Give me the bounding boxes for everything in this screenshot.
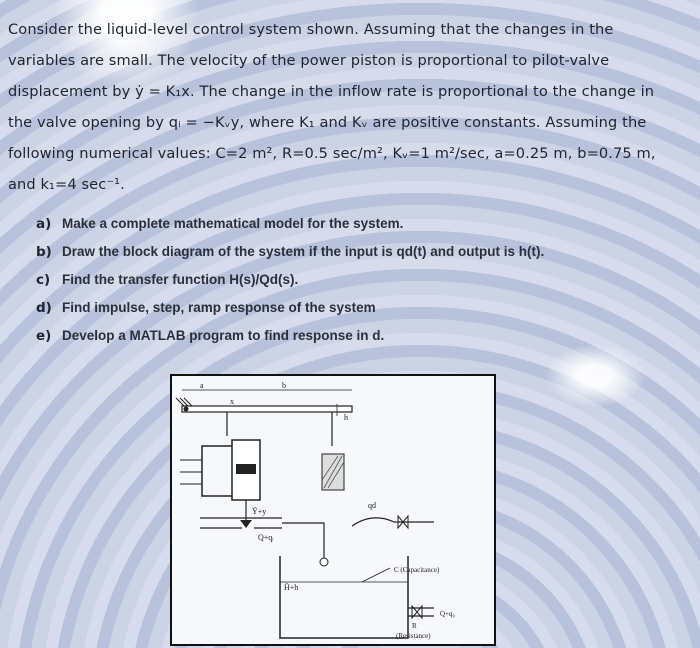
float-ball <box>320 558 328 566</box>
lever-pivot-hatch <box>176 398 192 406</box>
problem-line: Consider the liquid-level control system shown. Assuming that the changes in the <box>8 21 614 38</box>
label-Yy: Ȳ+y <box>252 507 267 516</box>
problem-line: variables are small. The velocity of the power piston is proportional to pilot-valve <box>8 52 610 69</box>
label-a: a <box>200 381 204 390</box>
label-Qqi: Q+qᵢ <box>258 533 274 542</box>
disturbance-pipe <box>352 518 434 526</box>
task-text: Find impulse, step, ramp response of the system <box>62 300 376 315</box>
label-Hh: H̄+h <box>284 583 299 592</box>
task-item <box>36 266 676 294</box>
problem-statement <box>8 14 692 200</box>
task-item <box>36 210 676 238</box>
power-piston <box>236 464 256 474</box>
task-item <box>36 294 676 322</box>
task-text: Develop a MATLAB program to find response in d. <box>62 328 385 343</box>
task-item <box>36 322 676 350</box>
label-b: b <box>282 381 286 390</box>
label-qd: qd <box>368 501 376 510</box>
task-list <box>36 210 676 350</box>
capacitance-leader <box>362 568 390 582</box>
task-text: Draw the block diagram of the system if the input is qd(t) and output is h(t). <box>62 244 545 259</box>
label-Qqo: Q+q₀ <box>440 610 455 618</box>
diagram-drawing <box>172 376 494 644</box>
task-label: e) <box>36 328 52 344</box>
inflow-drop <box>282 523 324 562</box>
task-item <box>36 238 676 266</box>
task-label: c) <box>36 272 51 288</box>
task-label: d) <box>36 300 52 316</box>
task-text: Make a complete mathematical model for the system. <box>62 216 404 231</box>
liquid-level-diagram <box>170 374 496 646</box>
label-resistance: (Resistance) <box>396 632 431 640</box>
label-x: x <box>230 397 234 406</box>
label-h: h <box>344 413 348 422</box>
problem-line: following numerical values: C=2 m², R=0.5 sec/m², Kᵥ=1 m²/sec, a=0.25 m, b=0.75 m, <box>8 145 656 162</box>
inflow-pipe <box>200 518 282 528</box>
problem-line: displacement by ẏ = K₁x. The change in the inflow rate is proportional to the change in <box>8 83 655 100</box>
control-valve <box>240 520 252 528</box>
lever-bar <box>182 406 352 412</box>
task-label: a) <box>36 216 52 232</box>
pilot-ports <box>180 460 202 484</box>
problem-line: and k₁=4 sec⁻¹. <box>8 176 125 193</box>
problem-line: the valve opening by qᵢ = −Kᵥy, where K₁ and Kᵥ are positive constants. Assuming the <box>8 114 647 131</box>
pivot-dot <box>184 407 189 412</box>
label-R: R <box>412 622 417 630</box>
task-text: Find the transfer function H(s)/Qd(s). <box>62 272 299 287</box>
label-capacitance: C (Capacitance) <box>394 566 440 574</box>
task-label: b) <box>36 244 52 260</box>
